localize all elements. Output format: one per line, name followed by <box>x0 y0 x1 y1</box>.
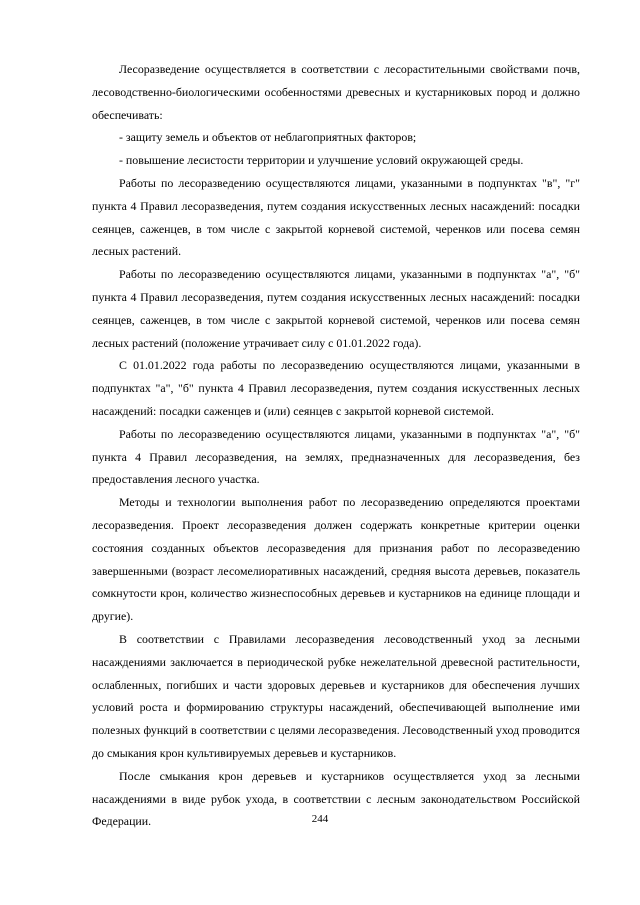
paragraph-6: С 01.01.2022 года работы по лесоразведению осуществляются лицами, указанными в подпунктах "а", "б" пункта 4 Правил лесоразведения, путем создания искусственных лесных насаждений: посадки саженцев и (или) сеянцев с закрытой корневой системой. <box>92 358 580 418</box>
page-body <box>92 58 580 833</box>
paragraph-4: Работы по лесоразведению осуществляются лицами, указанными в подпунктах "в", "г" пункта 4 Правил лесоразведения, путем создания искусственных лесных насаждений: посадки сеянцев, саженцев, в том числе с закрытой корневой системой, черенков или посева семян лесных растений. <box>92 175 580 259</box>
paragraph-10: После смыкания крон деревьев и кустарников осуществляется уход за лесными насаждениями в виде рубок ухода, в соответствии с лесным законодательством Российской Федерации. <box>92 768 580 829</box>
paragraph-3-list-item: - повышение лесистости территории и улучшение условий окружающей среды. <box>119 153 524 168</box>
paragraph-7: Работы по лесоразведению осуществляются лицами, указанными в подпунктах "а", "б" пункта 4 Правил лесоразведения, на землях, предназначенных для лесоразведения, без предоставления лесного участка. <box>92 426 580 487</box>
page-number: 244 <box>311 813 329 825</box>
paragraph-5: Работы по лесоразведению осуществляются лицами, указанными в подпунктах "а", "б" пункта 4 Правил лесоразведения, путем создания искусственных лесных насаждений: посадки сеянцев, саженцев, в том числе с закрытой корневой системой, черенков или посева семян лесных растений (положение утрачивает силу с 01.01.2022 года). <box>92 267 580 350</box>
paragraph-8: Методы и технологии выполнения работ по лесоразведению определяются проектами лесоразведения. Проект лесоразведения должен содержать конкретные критерии оценки состояния созданных объектов лесоразведения для признания работ по лесоразведению завершенными (возраст лесомелиоративных насаждений, средняя высота деревьев, показатель сомкнутости крон, количество жизнеспособных деревьев и кустарников на единице площади и другие). <box>92 495 580 624</box>
paragraph-1: Лесоразведение осуществляется в соответствии с лесорастительными свойствами почв, лесоводственно-биологическими особенностями древесных и кустарниковых пород и должно обеспечивать: <box>92 62 580 122</box>
paragraph-9: В соответствии с Правилами лесоразведения лесоводственный уход за лесными насаждениями заключается в периодической рубке нежелательной древесной растительности, ослабленных, погибших и части здоровых деревьев и кустарников для обеспечения лучших условий роста и формированию структуры насаждений, обеспечивающей выполнение ими полезных функций в соответствии с целями лесоразведения. Лесоводственный уход проводится до смыкания крон культивируемых деревьев и кустарников. <box>92 631 580 760</box>
paragraph-2-list-item: - защиту земель и объектов от неблагоприятных факторов; <box>119 130 417 145</box>
